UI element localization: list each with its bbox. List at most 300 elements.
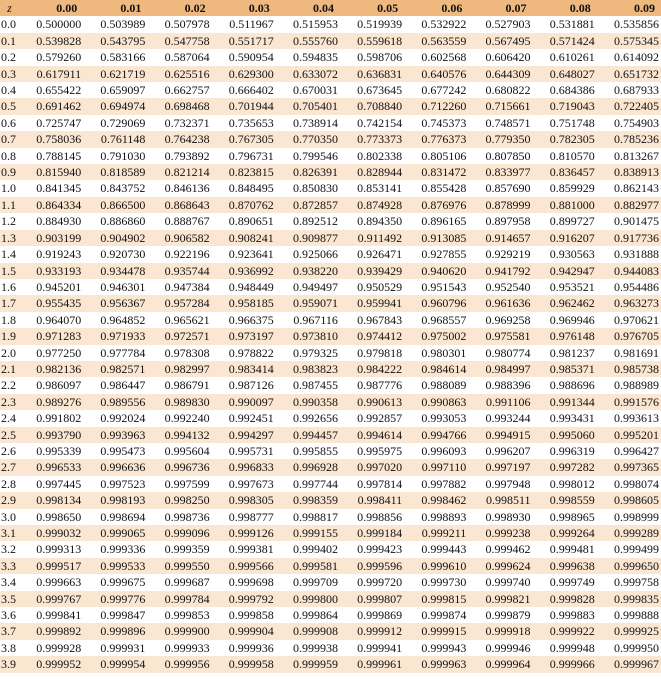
table-row [0, 131, 661, 147]
probability-cell: 0.890651 [228, 214, 274, 229]
probability-cell: 0.843752 [100, 181, 146, 196]
probability-cell: 0.960796 [404, 295, 468, 311]
probability-cell: 0.773373 [340, 131, 404, 147]
probability-cell: 0.793892 [164, 148, 210, 163]
probability-cell: 0.999879 [485, 608, 531, 623]
table-row [0, 312, 661, 328]
table-row [0, 33, 661, 49]
probability-cell: 0.725747 [36, 115, 82, 130]
probability-cell: 0.770350 [276, 131, 340, 147]
probability-cell: 0.999925 [597, 623, 661, 639]
z-value-cell: 3.3 [0, 558, 19, 574]
z-column-header: z [0, 0, 19, 16]
probability-cell: 0.999784 [147, 591, 211, 607]
probability-cell: 0.988396 [485, 378, 531, 393]
probability-cell: 0.754903 [614, 115, 659, 130]
probability-cell: 0.993613 [614, 411, 659, 426]
probability-cell: 0.997948 [485, 476, 531, 491]
probability-cell: 0.999596 [340, 558, 404, 574]
column-header: 0.02 [147, 0, 211, 16]
probability-cell: 0.785236 [597, 131, 661, 147]
probability-cell: 0.999946 [485, 640, 531, 655]
probability-cell: 0.870762 [212, 197, 276, 213]
probability-cell: 0.936992 [212, 263, 276, 279]
probability-cell: 0.994132 [147, 427, 211, 443]
probability-cell: 0.990097 [212, 394, 276, 410]
probability-cell: 0.962462 [533, 295, 597, 311]
probability-cell: 0.995604 [164, 443, 210, 458]
probability-cell: 0.999954 [83, 656, 147, 672]
z-value-cell: 1.8 [1, 312, 16, 327]
probability-cell: 0.995060 [533, 427, 597, 443]
probability-cell: 0.831472 [404, 164, 468, 180]
probability-cell: 0.998559 [533, 492, 597, 508]
probability-cell: 0.788145 [36, 148, 82, 163]
probability-cell: 0.976148 [533, 328, 597, 344]
probability-cell: 0.975002 [404, 328, 468, 344]
probability-cell: 0.999966 [533, 656, 597, 672]
z-value-cell: 2.1 [0, 361, 19, 377]
probability-cell: 0.999624 [468, 558, 532, 574]
probability-cell: 0.999423 [357, 542, 403, 557]
probability-cell: 0.764238 [147, 131, 211, 147]
z-value-cell: 0.3 [0, 66, 19, 82]
z-value-cell: 1.2 [1, 214, 16, 229]
probability-cell: 0.944083 [597, 263, 661, 279]
probability-cell: 0.821214 [147, 164, 211, 180]
probability-cell: 0.999359 [164, 542, 210, 557]
probability-cell: 0.995201 [597, 427, 661, 443]
probability-cell: 0.882977 [597, 197, 661, 213]
probability-cell: 0.999443 [421, 542, 467, 557]
probability-cell: 0.527903 [485, 17, 531, 32]
probability-cell: 0.994614 [340, 427, 404, 443]
probability-cell: 0.621719 [83, 66, 147, 82]
column-header: 0.04 [276, 0, 340, 16]
probability-cell: 0.965621 [164, 312, 210, 327]
probability-cell: 0.991576 [597, 394, 661, 410]
probability-cell: 0.691462 [19, 98, 83, 114]
probability-cell: 0.970621 [614, 312, 659, 327]
table-row [0, 213, 661, 229]
probability-cell: 0.999847 [100, 608, 146, 623]
probability-cell: 0.999959 [276, 656, 340, 672]
probability-cell: 0.953521 [549, 279, 595, 294]
column-header: 0.07 [468, 0, 532, 16]
probability-cell: 0.976705 [597, 328, 661, 344]
probability-cell: 0.994915 [468, 427, 532, 443]
probability-cell: 0.998930 [485, 509, 531, 524]
probability-cell: 0.999155 [276, 525, 340, 541]
probability-cell: 0.846136 [164, 181, 210, 196]
probability-cell: 0.951543 [421, 279, 467, 294]
probability-cell: 0.964852 [100, 312, 146, 327]
probability-cell: 0.996533 [19, 459, 83, 475]
probability-cell: 0.971933 [83, 328, 147, 344]
probability-cell: 0.998462 [404, 492, 468, 508]
table-row [0, 230, 661, 246]
probability-cell: 0.998012 [549, 476, 595, 491]
probability-cell: 0.919243 [36, 247, 82, 262]
probability-cell: 0.999709 [292, 575, 338, 590]
probability-cell: 0.648027 [533, 66, 597, 82]
probability-cell: 0.999933 [164, 640, 210, 655]
table-row [0, 361, 661, 377]
probability-cell: 0.999740 [485, 575, 531, 590]
probability-cell: 0.551717 [212, 33, 276, 49]
probability-cell: 0.859929 [549, 181, 595, 196]
probability-cell: 0.961636 [468, 295, 532, 311]
probability-cell: 0.997365 [597, 459, 661, 475]
table-row [0, 443, 661, 459]
probability-cell: 0.977784 [100, 345, 146, 360]
table-row [0, 16, 661, 32]
z-value-cell: 2.6 [1, 443, 16, 458]
probability-cell: 0.913085 [404, 230, 468, 246]
probability-cell: 0.972571 [147, 328, 211, 344]
probability-cell: 0.559618 [340, 33, 404, 49]
probability-cell: 0.995855 [292, 443, 338, 458]
probability-cell: 0.986791 [164, 378, 210, 393]
probability-cell: 0.995473 [100, 443, 146, 458]
probability-cell: 0.818589 [83, 164, 147, 180]
probability-cell: 0.999211 [404, 525, 468, 541]
table-row [0, 115, 661, 131]
z-value-cell: 3.0 [1, 509, 16, 524]
column-header: 0.08 [533, 0, 597, 16]
probability-cell: 0.998965 [549, 509, 595, 524]
table-body [0, 16, 661, 672]
probability-cell: 0.855428 [421, 181, 467, 196]
table-row [0, 295, 661, 311]
probability-cell: 0.963273 [597, 295, 661, 311]
probability-cell: 0.997282 [533, 459, 597, 475]
probability-cell: 0.914657 [468, 230, 532, 246]
probability-cell: 0.997599 [164, 476, 210, 491]
probability-cell: 0.904902 [83, 230, 147, 246]
probability-cell: 0.940620 [404, 263, 468, 279]
probability-cell: 0.995339 [36, 443, 82, 458]
probability-cell: 0.848495 [228, 181, 274, 196]
probability-cell: 0.999581 [276, 558, 340, 574]
z-value-cell: 0.5 [0, 98, 19, 114]
column-header: 0.03 [212, 0, 276, 16]
probability-cell: 0.886860 [100, 214, 146, 229]
probability-cell: 0.990863 [404, 394, 468, 410]
probability-cell: 0.985738 [597, 361, 661, 377]
probability-cell: 0.999888 [614, 608, 659, 623]
probability-cell: 0.543795 [83, 33, 147, 49]
probability-cell: 0.872857 [276, 197, 340, 213]
z-value-cell: 0.7 [0, 131, 19, 147]
probability-cell: 0.999313 [36, 542, 82, 557]
table-row [0, 328, 661, 344]
probability-cell: 0.959071 [276, 295, 340, 311]
z-value-cell: 1.6 [1, 279, 16, 294]
probability-cell: 0.992656 [292, 411, 338, 426]
probability-cell: 0.926471 [357, 247, 403, 262]
table-row [0, 180, 661, 196]
probability-cell: 0.515953 [292, 17, 338, 32]
probability-cell: 0.579260 [36, 50, 82, 65]
probability-cell: 0.802338 [357, 148, 403, 163]
probability-cell: 0.916207 [533, 230, 597, 246]
probability-cell: 0.563559 [404, 33, 468, 49]
column-header: 0.01 [83, 0, 147, 16]
probability-cell: 0.939429 [340, 263, 404, 279]
probability-cell: 0.999481 [549, 542, 595, 557]
probability-cell: 0.511967 [229, 17, 274, 32]
probability-cell: 0.997110 [404, 459, 468, 475]
probability-cell: 0.503989 [100, 17, 146, 32]
z-value-cell: 0.4 [1, 83, 16, 98]
probability-cell: 0.999566 [212, 558, 276, 574]
probability-cell: 0.899727 [549, 214, 595, 229]
probability-cell: 0.990613 [340, 394, 404, 410]
z-value-cell: 2.5 [0, 427, 19, 443]
probability-cell: 0.841345 [36, 181, 82, 196]
probability-cell: 0.826391 [276, 164, 340, 180]
probability-cell: 0.998694 [100, 509, 146, 524]
probability-cell: 0.977250 [36, 345, 82, 360]
probability-cell: 0.989556 [83, 394, 147, 410]
probability-cell: 0.996636 [83, 459, 147, 475]
probability-cell: 0.999767 [19, 591, 83, 607]
probability-cell: 0.909877 [276, 230, 340, 246]
probability-cell: 0.999402 [292, 542, 338, 557]
probability-cell: 0.996427 [614, 443, 659, 458]
table-row [0, 640, 661, 656]
probability-cell: 0.999941 [357, 640, 403, 655]
probability-cell: 0.903199 [19, 230, 83, 246]
table-row [0, 197, 661, 213]
probability-cell: 0.892512 [292, 214, 338, 229]
probability-cell: 0.999815 [404, 591, 468, 607]
probability-cell: 0.996093 [421, 443, 467, 458]
probability-cell: 0.999922 [533, 623, 597, 639]
probability-cell: 0.888767 [164, 214, 210, 229]
table-row [0, 164, 661, 180]
probability-cell: 0.979818 [357, 345, 403, 360]
probability-cell: 0.999841 [36, 608, 82, 623]
probability-cell: 0.999126 [212, 525, 276, 541]
probability-cell: 0.897958 [485, 214, 531, 229]
probability-cell: 0.950529 [357, 279, 403, 294]
probability-cell: 0.997744 [292, 476, 338, 491]
probability-cell: 0.998999 [614, 509, 659, 524]
probability-cell: 0.979325 [292, 345, 338, 360]
probability-cell: 0.998305 [212, 492, 276, 508]
probability-cell: 0.998777 [228, 509, 274, 524]
probability-cell: 0.680822 [485, 83, 531, 98]
probability-cell: 0.594835 [292, 50, 338, 65]
probability-cell: 0.758036 [19, 131, 83, 147]
probability-cell: 0.884930 [36, 214, 82, 229]
probability-cell: 0.625516 [147, 66, 211, 82]
probability-cell: 0.993431 [549, 411, 595, 426]
probability-cell: 0.992451 [228, 411, 274, 426]
probability-cell: 0.629300 [212, 66, 276, 82]
probability-cell: 0.999065 [83, 525, 147, 541]
probability-cell: 0.992024 [100, 411, 146, 426]
probability-cell: 0.838913 [597, 164, 661, 180]
probability-cell: 0.998359 [276, 492, 340, 508]
probability-cell: 0.617911 [19, 66, 83, 82]
probability-cell: 0.998893 [421, 509, 467, 524]
probability-cell: 0.993963 [83, 427, 147, 443]
probability-cell: 0.966375 [228, 312, 274, 327]
probability-cell: 0.751748 [549, 115, 595, 130]
probability-cell: 0.767305 [212, 131, 276, 147]
probability-cell: 0.998511 [468, 492, 532, 508]
probability-cell: 0.999821 [468, 591, 532, 607]
z-value-cell: 0.0 [1, 17, 16, 32]
probability-cell: 0.998856 [357, 509, 403, 524]
probability-cell: 0.999963 [404, 656, 468, 672]
probability-cell: 0.997673 [228, 476, 274, 491]
z-value-cell: 1.7 [0, 295, 19, 311]
probability-cell: 0.815940 [19, 164, 83, 180]
probability-cell: 0.980774 [485, 345, 531, 360]
z-value-cell: 1.4 [1, 247, 16, 262]
probability-cell: 0.999800 [276, 591, 340, 607]
probability-cell: 0.878999 [468, 197, 532, 213]
probability-cell: 0.999499 [614, 542, 659, 557]
probability-cell: 0.980301 [421, 345, 467, 360]
probability-cell: 0.938220 [276, 263, 340, 279]
probability-cell: 0.930563 [549, 247, 595, 262]
probability-cell: 0.999931 [100, 640, 146, 655]
table-row [0, 394, 661, 410]
probability-cell: 0.999943 [421, 640, 467, 655]
probability-cell: 0.715661 [468, 98, 532, 114]
probability-cell: 0.999663 [36, 575, 82, 590]
probability-cell: 0.958185 [212, 295, 276, 311]
z-value-cell: 3.9 [0, 656, 19, 672]
probability-cell: 0.799546 [292, 148, 338, 163]
table-row [0, 345, 661, 361]
probability-cell: 0.881000 [533, 197, 597, 213]
z-value-cell: 2.8 [1, 476, 16, 491]
probability-cell: 0.776373 [404, 131, 468, 147]
probability-cell: 0.999687 [164, 575, 210, 590]
probability-cell: 0.729069 [100, 115, 146, 130]
probability-cell: 0.999792 [212, 591, 276, 607]
probability-cell: 0.999956 [147, 656, 211, 672]
probability-cell: 0.999462 [485, 542, 531, 557]
probability-cell: 0.995975 [357, 443, 403, 458]
probability-cell: 0.999264 [533, 525, 597, 541]
probability-cell: 0.999869 [357, 608, 403, 623]
probability-cell: 0.999032 [19, 525, 83, 541]
table-row [0, 623, 661, 639]
probability-cell: 0.987455 [292, 378, 338, 393]
probability-cell: 0.998650 [36, 509, 82, 524]
probability-cell: 0.984997 [468, 361, 532, 377]
probability-cell: 0.992857 [357, 411, 403, 426]
probability-cell: 0.989830 [147, 394, 211, 410]
probability-cell: 0.999892 [19, 623, 83, 639]
probability-cell: 0.745373 [421, 115, 467, 130]
probability-cell: 0.633072 [276, 66, 340, 82]
probability-cell: 0.978308 [164, 345, 210, 360]
probability-cell: 0.823815 [212, 164, 276, 180]
probability-cell: 0.719043 [533, 98, 597, 114]
probability-cell: 0.999096 [147, 525, 211, 541]
probability-cell: 0.982571 [83, 361, 147, 377]
probability-cell: 0.941792 [468, 263, 532, 279]
probability-cell: 0.990358 [276, 394, 340, 410]
probability-cell: 0.876976 [404, 197, 468, 213]
probability-cell: 0.983414 [212, 361, 276, 377]
column-header: 0.05 [340, 0, 404, 16]
probability-cell: 0.949497 [292, 279, 338, 294]
probability-cell: 0.999758 [614, 575, 659, 590]
z-value-cell: 2.2 [1, 378, 16, 393]
table-row [0, 66, 661, 82]
probability-cell: 0.999749 [549, 575, 595, 590]
table-row [0, 98, 661, 114]
probability-cell: 0.927855 [421, 247, 467, 262]
probability-cell: 0.998411 [340, 492, 404, 508]
probability-cell: 0.640576 [404, 66, 468, 82]
probability-cell: 0.614092 [614, 50, 659, 65]
z-value-cell: 1.3 [0, 230, 19, 246]
probability-cell: 0.906582 [147, 230, 211, 246]
column-header: 0.09 [597, 0, 661, 16]
table-row [0, 558, 661, 574]
table-row [0, 607, 661, 623]
probability-cell: 0.967843 [357, 312, 403, 327]
table-row [0, 656, 661, 672]
z-value-cell: 0.1 [0, 33, 19, 49]
probability-cell: 0.999858 [228, 608, 274, 623]
probability-cell: 0.779350 [468, 131, 532, 147]
probability-cell: 0.738914 [292, 115, 338, 130]
probability-cell: 0.986097 [36, 378, 82, 393]
probability-cell: 0.998250 [147, 492, 211, 508]
probability-cell: 0.782305 [533, 131, 597, 147]
probability-cell: 0.997197 [468, 459, 532, 475]
table-row [0, 476, 661, 492]
probability-cell: 0.999238 [468, 525, 532, 541]
table-row [0, 148, 661, 164]
probability-cell: 0.547758 [147, 33, 211, 49]
probability-cell: 0.583166 [100, 50, 146, 65]
probability-cell: 0.507978 [164, 17, 210, 32]
probability-cell: 0.935744 [147, 263, 211, 279]
probability-cell: 0.984222 [340, 361, 404, 377]
probability-cell: 0.901475 [614, 214, 659, 229]
z-value-cell: 1.9 [0, 328, 19, 344]
probability-cell: 0.942947 [533, 263, 597, 279]
probability-cell: 0.945201 [36, 279, 82, 294]
probability-cell: 0.853141 [357, 181, 403, 196]
probability-cell: 0.684386 [549, 83, 595, 98]
probability-cell: 0.722405 [597, 98, 661, 114]
probability-cell: 0.986447 [100, 378, 146, 393]
probability-cell: 0.705401 [276, 98, 340, 114]
probability-cell: 0.999675 [100, 575, 146, 590]
probability-cell: 0.999950 [614, 640, 659, 655]
probability-cell: 0.955435 [19, 295, 83, 311]
probability-cell: 0.975581 [468, 328, 532, 344]
probability-cell: 0.999874 [421, 608, 467, 623]
probability-cell: 0.998074 [614, 476, 659, 491]
z-value-cell: 0.2 [1, 50, 16, 65]
probability-cell: 0.670031 [292, 83, 338, 98]
probability-cell: 0.967116 [293, 312, 338, 327]
